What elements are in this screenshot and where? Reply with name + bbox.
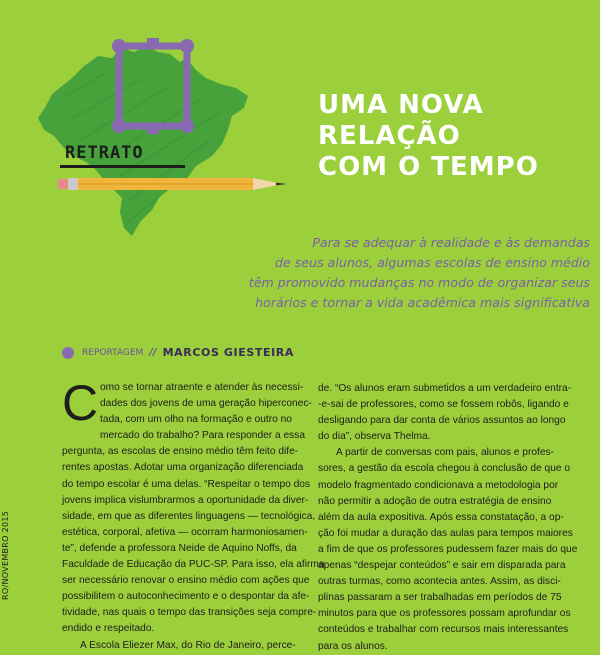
- body-line: rentes apostas. Adotar uma organização diferenciada: [62, 462, 304, 474]
- body-line: possibilitem o autoconhecimento e o despontar da afe-: [62, 591, 310, 603]
- body-line: para os alunos.: [318, 640, 388, 652]
- body-line: estética, corporal, afetiva — ocorram harmoniosamen-: [62, 526, 308, 538]
- body-line: mercado do trabalho? Para responder a essa: [100, 430, 306, 442]
- drop-cap: C: [62, 375, 99, 431]
- brazil-map-shape: [38, 46, 248, 236]
- brazil-map-illustration: [0, 0, 300, 260]
- body-line: desligando para dar conta de vários assuntos ao longo: [318, 415, 566, 427]
- body-line: tividade, nas quais o tempo das transições seja compre-: [62, 607, 317, 619]
- body-line: além da aula expositiva. Após essa constatação, a op-: [318, 511, 564, 523]
- page-folio: RO/NOVEMBRO 2015: [1, 510, 10, 600]
- article-title: [318, 90, 588, 183]
- section-underline: [60, 165, 185, 168]
- body-line: modelo fragmentado condicionava a metodologia por: [318, 479, 559, 491]
- byline: [62, 346, 294, 359]
- article-lead: [160, 233, 590, 313]
- body-line: do tempo escolar é uma delas. “Respeitar o tempo dos: [62, 478, 311, 490]
- body-line: omo se tornar atraente e atender às necessi-: [100, 382, 304, 393]
- body-line: te”, defende a professora Neide de Aquino Noffs, da: [62, 542, 297, 554]
- body-line: minutos para que os professores possam aprofundar os: [318, 608, 571, 620]
- body-line: A Escola Eliezer Max, do Rio de Janeiro, perce-: [80, 639, 296, 651]
- body-line: conteúdos e trabalhar com recursos mais interessantes: [318, 624, 569, 636]
- section-label: RETRATO: [65, 143, 144, 163]
- body-line: não permitir a adoção de outra estratégia de ensino: [318, 495, 552, 507]
- body-line: endido e respeitado.: [62, 623, 155, 635]
- title-line: COM O TEMPO: [318, 152, 539, 182]
- body-line: dades dos jovens de uma geração hiperconec-: [100, 398, 312, 410]
- byline-label: REPORTAGEM: [82, 347, 144, 358]
- pencil-illustration: [58, 176, 293, 192]
- lead-line: têm promovido mudanças no modo de organizar seus: [248, 275, 590, 290]
- body-line: Faculdade de Educação da PUC-SP. Para isso, ela afirma: [62, 559, 325, 571]
- lead-line: de seus alunos, algumas escolas de ensino médio: [275, 255, 590, 270]
- body-line: a fim de que os professores pudessem fazer mais do que: [318, 543, 578, 555]
- byline-author: MARCOS GIESTEIRA: [162, 346, 294, 359]
- body-line: sidade, em que as diferentes linguagens — tecnológica,: [62, 510, 316, 522]
- body-line: ção foi mudar a duração das aulas para tempos maiores: [318, 527, 573, 539]
- body-column-2: [318, 381, 578, 655]
- title-line: RELAÇÃO: [318, 121, 461, 151]
- body-line: outras turmas, como acontecia antes. Assim, as disci-: [318, 576, 561, 588]
- body-line: A partir de conversas com pais, alunos e profes-: [336, 447, 555, 459]
- byline-bullet-icon: [62, 347, 74, 359]
- byline-separator: //: [149, 347, 157, 358]
- body-line: sores, a gestão da escola chegou à conclusão de que o: [318, 463, 571, 475]
- body-line: plinas passaram a ser trabalhadas em períodos de 75: [318, 592, 562, 604]
- body-line: -e-sai de professores, como se fossem robôs, ligando e: [318, 399, 569, 411]
- lead-line: horários e tornar a vida acadêmica mais significativa: [255, 295, 590, 310]
- lead-line: Para se adequar à realidade e às demandas: [312, 235, 590, 250]
- body-line: pergunta, as escolas de ensino médio têm feito dife-: [62, 446, 299, 458]
- body-line: apenas “despejar conteúdos” e sair em disparada para: [318, 560, 566, 572]
- body-column-1: [62, 375, 325, 654]
- body-line: tada, com um olho na formação e outro no: [100, 414, 292, 426]
- body-line: do dia”, observa Thelma.: [318, 431, 431, 443]
- body-line: jovens implica vislumbrarmos a oportunidade da diver-: [62, 494, 309, 506]
- title-line: UMA NOVA: [318, 90, 484, 120]
- body-line: de. “Os alunos eram submetidos a um verdadeiro entra-: [318, 383, 572, 394]
- body-line: ser necessário renovar o ensino médio com ações que: [62, 575, 310, 587]
